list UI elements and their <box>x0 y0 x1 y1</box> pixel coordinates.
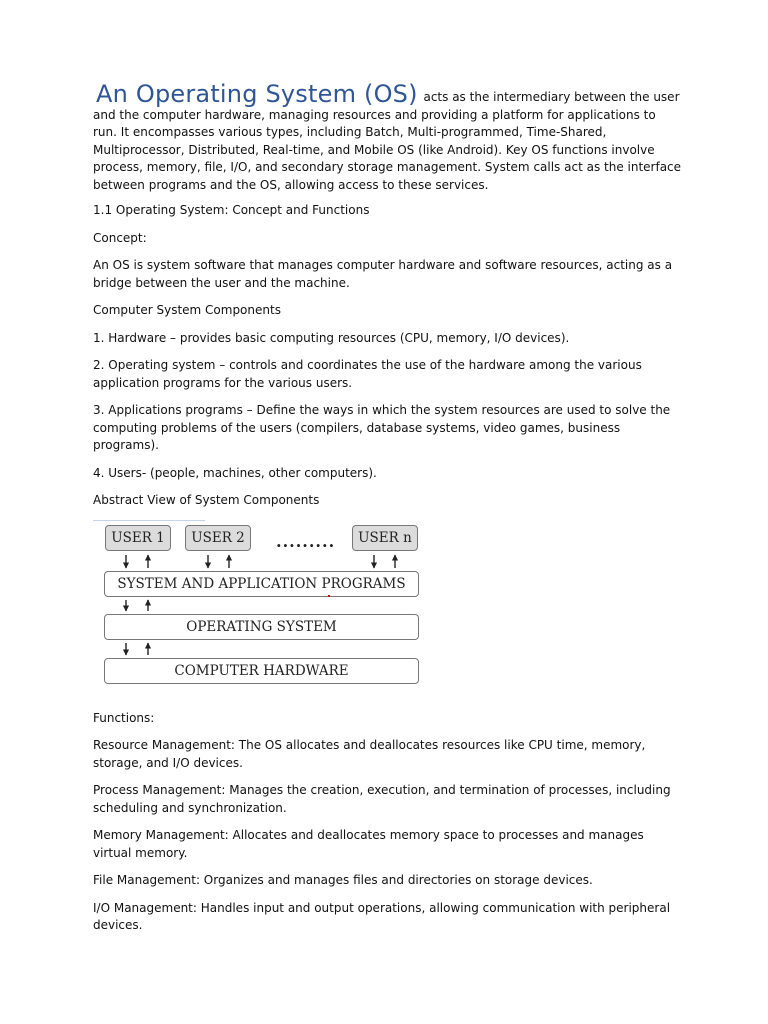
component-item-applications: 3. Applications programs – Define the ways in which the system resources are used to solve the computing problems of the users (compilers, database systems, video games, business programs). <box>93 403 671 452</box>
function-file-management: File Management: Organizes and manages files and directories on storage devices. <box>93 873 593 887</box>
concept-text: An OS is system software that manages computer hardware and software resources, acting as a bridge between the user and the machine. <box>93 258 673 290</box>
user-2-box: USER 2 <box>185 525 251 551</box>
section-heading: 1.1 Operating System: Concept and Functions <box>93 203 370 217</box>
abstract-view-heading: Abstract View of System Components <box>93 493 320 507</box>
component-item-users: 4. Users- (people, machines, other computers). <box>93 465 377 480</box>
intro-text: acts as the intermediary between the user and the computer hardware, managing resources and providing a platform for applications to run. It encompasses various types, including Batch, Multi-programmed, Time-Shared, Multiprocessor, Distributed, Real-time, and Mobile OS (like Android). Key OS functions involve process, memory, file, I/O, and secondary storage management. System calls act as the interface between programs and the OS, allowing access to these services. <box>93 90 682 192</box>
page-title: An Operating System (OS) <box>96 80 418 108</box>
components-heading: Computer System Components <box>93 303 281 317</box>
functions-label: Functions: <box>93 710 155 725</box>
document-page <box>93 80 683 945</box>
component-item-operating-system: 2. Operating system – controls and coordinates the use of the hardware among the various application programs for the various users. <box>93 358 642 390</box>
function-process-management: Process Management: Manages the creation, execution, and termination of processes, including scheduling and synchronization. <box>93 783 671 815</box>
function-io-management: I/O Management: Handles input and output operations, allowing communication with peripheral devices. <box>93 900 671 932</box>
user-1-box: USER 1 <box>105 525 171 551</box>
system-application-programs-box: SYSTEM AND APPLICATION PROGRAMS <box>104 571 419 597</box>
intro-paragraph <box>93 80 683 194</box>
function-memory-management: Memory Management: Allocates and deallocates memory space to processes and manages virtual memory. <box>93 828 644 860</box>
users-ellipsis: ......... <box>276 531 336 551</box>
component-item-hardware: 1. Hardware – provides basic computing resources (CPU, memory, I/O devices). <box>93 330 570 345</box>
operating-system-box: OPERATING SYSTEM <box>104 614 419 640</box>
user-n-box: USER n <box>352 525 418 551</box>
concept-label: Concept: <box>93 230 147 245</box>
diagram-arrows <box>93 520 423 696</box>
system-components-diagram <box>93 520 423 696</box>
computer-hardware-box: COMPUTER HARDWARE <box>104 658 419 684</box>
function-resource-management: Resource Management: The OS allocates and deallocates resources like CPU time, memory, storage, and I/O devices. <box>93 738 646 770</box>
